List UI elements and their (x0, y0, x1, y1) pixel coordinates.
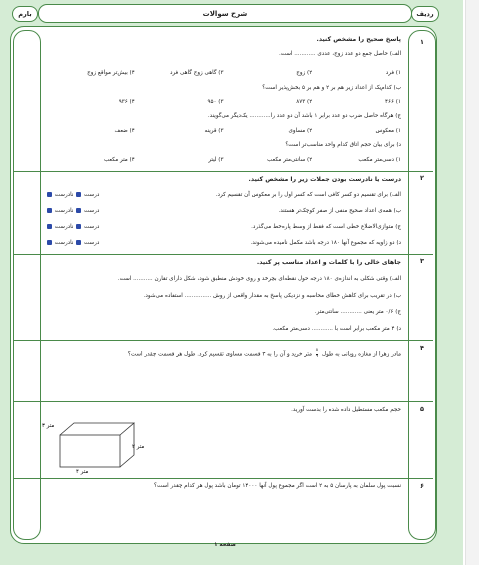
question-1 (42, 30, 405, 170)
question-item: الف) حاصل جمع دو عدد زوج، عددی ............ است. (278, 51, 401, 57)
question-text: حجم مکعب مستطیل داده شده را بدست آورید. (291, 407, 401, 413)
option: ۳) گاهی زوج گاهی فرد (169, 70, 224, 76)
text-before: مادر زهرا از مغازه روبانی به طول (322, 351, 401, 358)
question-item: الف) وقتی شکلی به اندازه‌ی ۱۸۰ درجه حول نقطه‌ای بچرخد و روی خودش منطبق شود، شکل دارای تقارن ........... است. (117, 276, 401, 282)
score-header: بارم (12, 6, 38, 22)
option: ۲) مساوی (288, 128, 313, 134)
true-false-choice (46, 192, 99, 199)
questions-header: شرح سوالات (38, 4, 412, 23)
true-checkbox[interactable] (76, 192, 81, 197)
cuboid-front-face (60, 435, 120, 467)
option: ۴) بیش‌تر مواقع زوج (87, 70, 135, 76)
question-6 (42, 478, 405, 538)
question-text: نسبت پول سلمان به پارسان ۵ به ۲ است اگر مجموع پول آنها ۱۴۰۰۰ تومان باشد پول هر کدام چقدر است؟ (154, 483, 401, 489)
question-item: د) ۴ متر مکعب برابر است با ............ دسی‌متر مکعب. (272, 326, 401, 332)
false-checkbox[interactable] (47, 192, 52, 197)
options-row (46, 71, 401, 77)
false-label: نادرست (54, 208, 74, 214)
question-number: ۲ (420, 174, 424, 182)
fraction (316, 349, 318, 359)
question-number: ۳ (420, 257, 424, 265)
option: ۴) ضعف (114, 128, 135, 134)
question-item: د) برای بیان حجم اتاق کدام واحد مناسب‌تر است؟ (285, 142, 401, 148)
row-column (408, 30, 436, 540)
true-label: درست (83, 192, 100, 198)
question-title: درست یا نادرست بودن جملات زیر را مشخص کنید. (248, 176, 401, 183)
option: ۳) ۹۵۰ (207, 99, 224, 105)
true-checkbox[interactable] (76, 224, 81, 229)
true-false-choice (46, 240, 99, 247)
statement: الف) برای تقسیم دو کسر کافی است که کسر اول را بر معکوس آن تقسیم کرد. (215, 192, 401, 198)
question-item: ج) هرگاه حاصل ضرب دو عدد برابر ۱ باشد آن دو عدد را............ یک‌دیگر می‌گویند. (207, 113, 401, 119)
true-false-choice (46, 208, 99, 215)
option: ۳) لیتر (208, 157, 224, 163)
question-number: ۵ (420, 405, 424, 413)
cuboid-top-face (60, 423, 134, 435)
width-label: ۴ متر (76, 469, 89, 475)
false-checkbox[interactable] (47, 224, 52, 229)
true-false-choice (46, 224, 99, 231)
option: ۲) ۸۷۳ (296, 99, 313, 105)
options-row (46, 129, 401, 135)
options-row (46, 158, 401, 164)
option: ۴) ۹۳۶ (118, 99, 135, 105)
option: ۱) معکوس (375, 128, 401, 134)
question-2 (42, 171, 405, 254)
score-column (13, 30, 41, 540)
row-header: ردیف (411, 6, 439, 22)
true-checkbox[interactable] (76, 240, 81, 245)
false-label: نادرست (54, 192, 74, 198)
true-label: درست (83, 208, 100, 214)
question-item: ب) در تقریب برای کاهش خطای محاسبه و نزدیکی پاسخ به مقدار واقعی از روش ............... استفاده می‌شود. (143, 293, 401, 299)
page-number: صفحه ۱ (214, 542, 236, 548)
false-label: نادرست (54, 224, 74, 230)
question-title: جاهای خالی را با کلمات و اعداد مناسب پر کنید. (256, 259, 401, 266)
option: ۲) سانتی‌متر مکعب (267, 157, 313, 163)
question-item: ج) ۰/۶ متر یعنی ............ سانتی‌متر. (314, 309, 401, 315)
text-after: متر خرید و آن را به ۳ قسمت مساوی تقسیم کرد. طول هر قسمت چقدر است؟ (127, 351, 313, 358)
question-item: ب) کدام‌یک از اعداد زیر هم بر ۲ و هم بر ۵ بخش‌پذیر است؟ (262, 85, 401, 91)
question-number: ۶ (420, 482, 424, 490)
question-4 (42, 340, 405, 401)
option: ۱) فرد (385, 70, 401, 76)
question-number: ۱ (420, 38, 424, 46)
scrollbar[interactable] (465, 0, 479, 565)
true-checkbox[interactable] (76, 208, 81, 213)
question-title: پاسخ صحیح را مشخص کنید. (316, 36, 401, 43)
statement: د) دو زاویه که مجموع آنها ۱۸۰ درجه باشد مکمل نامیده می‌شوند. (250, 240, 401, 246)
question-number: ۴ (420, 344, 424, 352)
statement: ب) همه‌ی اعداد صحیح منفی از صفر کوچک‌تر هستند. (278, 208, 401, 214)
option: ۴) متر مکعب (103, 157, 135, 163)
true-label: درست (83, 240, 100, 246)
question-3 (42, 254, 405, 340)
depth-label: ۳ متر (42, 423, 55, 429)
option: ۱) دسی‌متر مکعب (358, 157, 401, 163)
option: ۳) قرینه (204, 128, 224, 134)
false-checkbox[interactable] (47, 240, 52, 245)
option: ۲) زوج (296, 70, 313, 76)
fraction-denominator: ۹ (315, 353, 319, 359)
option: ۱) ۴۶۶ (385, 99, 401, 105)
options-row (46, 100, 401, 106)
statement: ج) متوازی‌الاضلاع خطی است که فقط از وسط پاره‌خط می‌گذرد. (251, 224, 401, 230)
height-label: ۲ متر (132, 444, 145, 450)
cuboid-figure (40, 415, 155, 475)
false-label: نادرست (54, 240, 74, 246)
true-label: درست (83, 224, 100, 230)
question-text (46, 349, 401, 359)
false-checkbox[interactable] (47, 208, 52, 213)
fraction-numerator: ۸ (315, 348, 319, 353)
